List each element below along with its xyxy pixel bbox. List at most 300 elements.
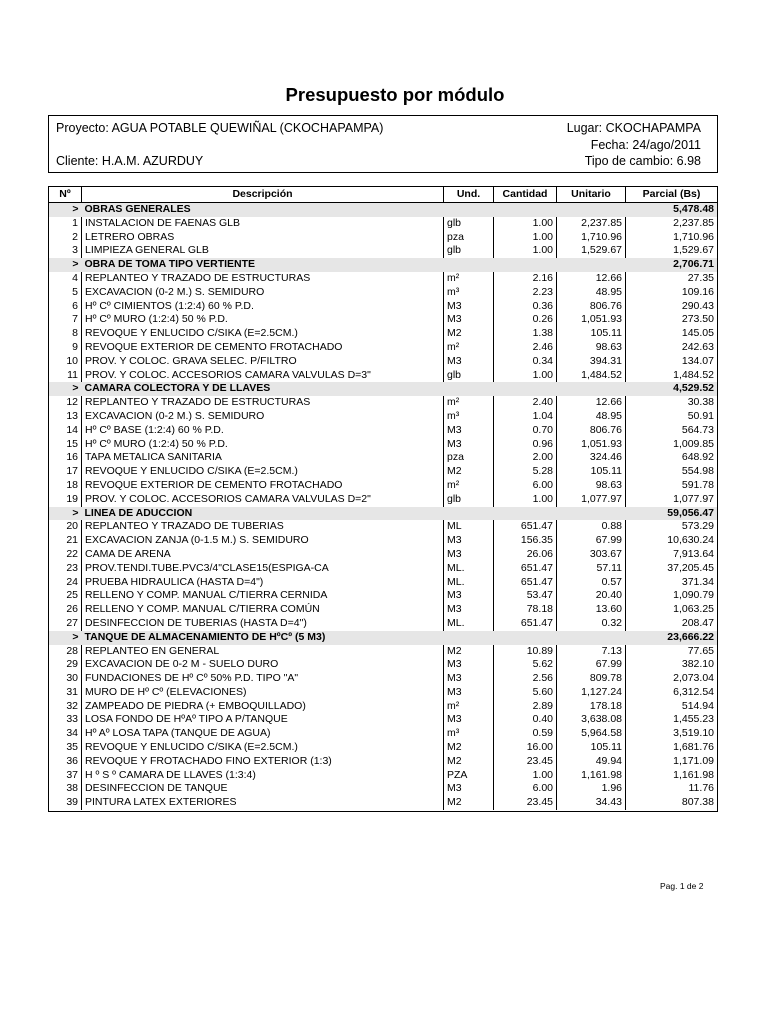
item-quantity: 5.62 xyxy=(494,658,557,672)
item-description: PRUEBA HIDRAULICA (HASTA D=4") xyxy=(82,576,444,590)
item-description: REVOQUE Y ENLUCIDO C/SIKA (E=2.5CM.) xyxy=(82,741,444,755)
item-number: 13 xyxy=(49,410,82,424)
item-quantity: 2.56 xyxy=(494,672,557,686)
table-header-row xyxy=(49,187,717,203)
item-quantity: 0.96 xyxy=(494,438,557,452)
item-description: EXCAVACION (0-2 M.) S. SEMIDURO xyxy=(82,286,444,300)
table-body xyxy=(49,203,717,811)
table-row xyxy=(49,576,717,590)
item-partial: 648.92 xyxy=(681,451,714,464)
item-description: REPLANTEO EN GENERAL xyxy=(82,645,444,659)
item-unit-price: 1,710.96 xyxy=(557,231,626,245)
item-quantity: 1.00 xyxy=(494,493,557,507)
item-unit: M3 xyxy=(444,713,494,727)
header-partial: Parcial (Bs) xyxy=(626,187,718,203)
item-number: 33 xyxy=(49,713,82,727)
table-row xyxy=(49,672,717,686)
table-row xyxy=(49,438,717,452)
table-row xyxy=(49,369,717,383)
header-unit: Und. xyxy=(444,187,494,203)
item-partial: 591.78 xyxy=(681,478,714,491)
module-row xyxy=(49,203,717,217)
table-row xyxy=(49,548,717,562)
item-unit-price: 48.95 xyxy=(557,286,626,300)
table-row xyxy=(49,755,717,769)
project-name: Proyecto: AGUA POTABLE QUEWIÑAL (CKOCHAPAMPA) xyxy=(56,121,384,135)
item-number: 36 xyxy=(49,755,82,769)
item-number: 34 xyxy=(49,727,82,741)
item-unit-price: 806.76 xyxy=(557,424,626,438)
item-partial: 1,063.25 xyxy=(673,603,714,616)
module-row xyxy=(49,258,717,272)
item-description: H º S º CAMARA DE LLAVES (1:3:4) xyxy=(82,769,444,783)
item-description: Hº Cº CIMIENTOS (1:2:4) 60 % P.D. xyxy=(82,300,444,314)
table-row xyxy=(49,479,717,493)
item-number: 17 xyxy=(49,465,82,479)
table-row xyxy=(49,244,717,258)
table-row xyxy=(49,327,717,341)
module-arrow: > xyxy=(49,631,82,645)
module-name: CAMARA COLECTORA Y DE LLAVES xyxy=(82,382,444,396)
item-unit: M3 xyxy=(444,355,494,369)
item-description: REPLANTEO Y TRAZADO DE TUBERIAS xyxy=(82,520,444,534)
table-row xyxy=(49,217,717,231)
item-unit: M3 xyxy=(444,424,494,438)
item-unit-price: 48.95 xyxy=(557,410,626,424)
item-description: Hº Cº BASE (1:2:4) 60 % P.D. xyxy=(82,424,444,438)
item-partial: 37,205.45 xyxy=(667,561,714,574)
item-unit: m² xyxy=(444,341,494,355)
item-number: 19 xyxy=(49,493,82,507)
item-description: LOSA FONDO DE HºAº TIPO A P/TANQUE xyxy=(82,713,444,727)
item-unit: glb xyxy=(444,493,494,507)
item-unit-price: 1.96 xyxy=(557,782,626,796)
item-description: EXCAVACION ZANJA (0-1.5 M.) S. SEMIDURO xyxy=(82,534,444,548)
item-unit: m³ xyxy=(444,727,494,741)
item-partial: 1,529.67 xyxy=(673,244,714,257)
item-unit-price: 1,051.93 xyxy=(557,438,626,452)
item-number: 32 xyxy=(49,700,82,714)
item-description: TAPA METALICA SANITARIA xyxy=(82,451,444,465)
item-partial: 514.94 xyxy=(681,699,714,712)
item-number: 26 xyxy=(49,603,82,617)
item-unit-price: 1,127.24 xyxy=(557,686,626,700)
item-description: PROV. Y COLOC. ACCESORIOS CAMARA VALVULAS D=3" xyxy=(82,369,444,383)
item-partial: 273.50 xyxy=(681,313,714,326)
item-number: 22 xyxy=(49,548,82,562)
item-description: RELLENO Y COMP. MANUAL C/TIERRA CERNIDA xyxy=(82,589,444,603)
item-partial: 290.43 xyxy=(681,299,714,312)
module-total: 2,706.71 xyxy=(626,258,718,272)
table-row xyxy=(49,562,717,576)
item-quantity: 10.89 xyxy=(494,645,557,659)
item-description: REPLANTEO Y TRAZADO DE ESTRUCTURAS xyxy=(82,272,444,286)
module-empty-cell xyxy=(444,203,494,217)
module-row xyxy=(49,382,717,396)
table-row xyxy=(49,272,717,286)
item-number: 5 xyxy=(49,286,82,300)
item-unit: M3 xyxy=(444,548,494,562)
module-empty-cell xyxy=(557,507,626,521)
item-partial: 1,161.98 xyxy=(673,768,714,781)
item-description: REVOQUE Y FROTACHADO FINO EXTERIOR (1:3) xyxy=(82,755,444,769)
item-quantity: 0.40 xyxy=(494,713,557,727)
item-description: PROV. Y COLOC. ACCESORIOS CAMARA VALVULAS D=2" xyxy=(82,493,444,507)
item-description: RELLENO Y COMP. MANUAL C/TIERRA COMÚN xyxy=(82,603,444,617)
item-unit: M3 xyxy=(444,672,494,686)
item-partial: 77.65 xyxy=(687,644,714,657)
module-empty-cell xyxy=(557,203,626,217)
item-number: 29 xyxy=(49,658,82,672)
item-quantity: 1.38 xyxy=(494,327,557,341)
item-number: 1 xyxy=(49,217,82,231)
module-empty-cell xyxy=(557,382,626,396)
table-row xyxy=(49,686,717,700)
table-row xyxy=(49,313,717,327)
header-quantity: Cantidad xyxy=(494,187,557,203)
item-unit-price: 1,161.98 xyxy=(557,769,626,783)
item-unit-price: 7.13 xyxy=(557,645,626,659)
item-number: 21 xyxy=(49,534,82,548)
item-partial: 1,484.52 xyxy=(673,368,714,381)
item-unit: ML. xyxy=(444,562,494,576)
project-date: Fecha: 24/ago/2011 xyxy=(590,138,701,152)
item-unit: M2 xyxy=(444,465,494,479)
module-arrow: > xyxy=(49,258,82,272)
item-quantity: 5.28 xyxy=(494,465,557,479)
module-row xyxy=(49,631,717,645)
item-unit-price: 809.78 xyxy=(557,672,626,686)
item-unit: m² xyxy=(444,396,494,410)
item-quantity: 2.16 xyxy=(494,272,557,286)
item-partial: 807.38 xyxy=(681,796,714,809)
table-row xyxy=(49,355,717,369)
item-number: 9 xyxy=(49,341,82,355)
item-number: 28 xyxy=(49,645,82,659)
module-empty-cell xyxy=(444,258,494,272)
item-number: 4 xyxy=(49,272,82,286)
item-unit: M3 xyxy=(444,603,494,617)
item-partial: 573.29 xyxy=(681,520,714,533)
item-quantity: 0.26 xyxy=(494,313,557,327)
item-unit-price: 806.76 xyxy=(557,300,626,314)
budget-table-box xyxy=(48,186,718,812)
item-unit-price: 13.60 xyxy=(557,603,626,617)
item-quantity: 1.00 xyxy=(494,217,557,231)
item-unit-price: 1,051.93 xyxy=(557,313,626,327)
item-number: 18 xyxy=(49,479,82,493)
page-title: Presupuesto por módulo xyxy=(285,84,505,105)
item-unit: M2 xyxy=(444,327,494,341)
module-empty-cell xyxy=(444,382,494,396)
item-partial: 564.73 xyxy=(681,423,714,436)
item-quantity: 0.36 xyxy=(494,300,557,314)
item-quantity: 6.00 xyxy=(494,479,557,493)
item-quantity: 1.04 xyxy=(494,410,557,424)
module-arrow: > xyxy=(49,203,82,217)
item-quantity: 1.00 xyxy=(494,369,557,383)
item-unit: M3 xyxy=(444,534,494,548)
item-unit: M3 xyxy=(444,782,494,796)
item-unit: M3 xyxy=(444,589,494,603)
item-number: 12 xyxy=(49,396,82,410)
table-row xyxy=(49,658,717,672)
item-partial: 554.98 xyxy=(681,465,714,478)
table-row xyxy=(49,769,717,783)
item-unit-price: 49.94 xyxy=(557,755,626,769)
item-partial: 1,077.97 xyxy=(673,492,714,505)
table-row xyxy=(49,700,717,714)
module-arrow: > xyxy=(49,507,82,521)
project-client: Cliente: H.A.M. AZURDUY xyxy=(56,154,204,168)
item-partial: 145.05 xyxy=(681,327,714,340)
item-quantity: 651.47 xyxy=(494,562,557,576)
item-quantity: 53.47 xyxy=(494,589,557,603)
item-description: REVOQUE Y ENLUCIDO C/SIKA (E=2.5CM.) xyxy=(82,465,444,479)
item-description: LETRERO OBRAS xyxy=(82,231,444,245)
item-quantity: 1.00 xyxy=(494,244,557,258)
module-empty-cell xyxy=(494,382,557,396)
item-partial: 1,710.96 xyxy=(673,230,714,243)
item-unit: ML. xyxy=(444,617,494,631)
item-unit-price: 3,638.08 xyxy=(557,713,626,727)
item-unit: ML. xyxy=(444,576,494,590)
item-number: 15 xyxy=(49,438,82,452)
item-unit-price: 0.88 xyxy=(557,520,626,534)
item-description: Hº Aº LOSA TAPA (TANQUE DE AGUA) xyxy=(82,727,444,741)
table-row xyxy=(49,727,717,741)
item-partial: 50.91 xyxy=(687,409,714,422)
item-unit-price: 0.32 xyxy=(557,617,626,631)
module-name: TANQUE DE ALMACENAMIENTO DE HºCº (5 M3) xyxy=(82,631,444,645)
table-row xyxy=(49,493,717,507)
item-unit-price: 105.11 xyxy=(557,327,626,341)
module-name: OBRAS GENERALES xyxy=(82,203,444,217)
module-empty-cell xyxy=(494,507,557,521)
table-row xyxy=(49,534,717,548)
item-unit-price: 57.11 xyxy=(557,562,626,576)
item-quantity: 2.40 xyxy=(494,396,557,410)
item-unit-price: 12.66 xyxy=(557,272,626,286)
item-quantity: 2.46 xyxy=(494,341,557,355)
item-quantity: 78.18 xyxy=(494,603,557,617)
item-unit: glb xyxy=(444,244,494,258)
item-partial: 3,519.10 xyxy=(673,727,714,740)
item-unit: pza xyxy=(444,231,494,245)
item-description: REVOQUE EXTERIOR DE CEMENTO FROTACHADO xyxy=(82,479,444,493)
item-number: 27 xyxy=(49,617,82,631)
item-number: 2 xyxy=(49,231,82,245)
table-row xyxy=(49,741,717,755)
item-quantity: 23.45 xyxy=(494,755,557,769)
item-description: DESINFECCION DE TUBERIAS (HASTA D=4") xyxy=(82,617,444,631)
item-description: Hº Cº MURO (1:2:4) 50 % P.D. xyxy=(82,313,444,327)
item-description: LIMPIEZA GENERAL GLB xyxy=(82,244,444,258)
item-unit: M3 xyxy=(444,438,494,452)
item-quantity: 651.47 xyxy=(494,576,557,590)
item-partial: 27.35 xyxy=(687,271,714,284)
item-number: 38 xyxy=(49,782,82,796)
item-partial: 7,913.64 xyxy=(673,547,714,560)
item-partial: 1,171.09 xyxy=(673,754,714,767)
table-row xyxy=(49,465,717,479)
table-row xyxy=(49,300,717,314)
item-unit-price: 67.99 xyxy=(557,658,626,672)
item-unit: M2 xyxy=(444,755,494,769)
item-unit: m² xyxy=(444,479,494,493)
module-empty-cell xyxy=(494,258,557,272)
item-quantity: 16.00 xyxy=(494,741,557,755)
item-quantity: 651.47 xyxy=(494,520,557,534)
module-empty-cell xyxy=(557,631,626,645)
table-row xyxy=(49,341,717,355)
page-number: Pag. 1 de 2 xyxy=(660,881,704,891)
item-description: EXCAVACION DE 0-2 M - SUELO DURO xyxy=(82,658,444,672)
item-unit-price: 394.31 xyxy=(557,355,626,369)
item-unit: glb xyxy=(444,217,494,231)
item-number: 11 xyxy=(49,369,82,383)
table-row xyxy=(49,617,717,631)
item-quantity: 2.00 xyxy=(494,451,557,465)
module-name: LINEA DE ADUCCION xyxy=(82,507,444,521)
table-row xyxy=(49,231,717,245)
item-quantity: 23.45 xyxy=(494,796,557,810)
item-partial: 10,630.24 xyxy=(667,534,714,547)
item-unit: M2 xyxy=(444,796,494,810)
item-unit: ML xyxy=(444,520,494,534)
item-partial: 109.16 xyxy=(681,285,714,298)
item-unit-price: 5,964.58 xyxy=(557,727,626,741)
item-description: CAMA DE ARENA xyxy=(82,548,444,562)
item-unit: m³ xyxy=(444,410,494,424)
item-number: 3 xyxy=(49,244,82,258)
table-row xyxy=(49,424,717,438)
module-empty-cell xyxy=(494,631,557,645)
item-description: REVOQUE Y ENLUCIDO C/SIKA (E=2.5CM.) xyxy=(82,327,444,341)
item-description: PINTURA LATEX EXTERIORES xyxy=(82,796,444,810)
header-num: Nº xyxy=(49,187,82,203)
item-partial: 382.10 xyxy=(681,658,714,671)
item-number: 24 xyxy=(49,576,82,590)
item-description: Hº Cº MURO (1:2:4) 50 % P.D. xyxy=(82,438,444,452)
project-info-box xyxy=(48,115,718,173)
item-number: 7 xyxy=(49,313,82,327)
item-number: 23 xyxy=(49,562,82,576)
table-row xyxy=(49,713,717,727)
item-unit-price: 34.43 xyxy=(557,796,626,810)
item-number: 20 xyxy=(49,520,82,534)
table-row xyxy=(49,796,717,810)
item-unit: M3 xyxy=(444,313,494,327)
item-unit-price: 303.67 xyxy=(557,548,626,562)
item-number: 14 xyxy=(49,424,82,438)
item-unit-price: 1,529.67 xyxy=(557,244,626,258)
item-unit: glb xyxy=(444,369,494,383)
item-description: PROV. Y COLOC. GRAVA SELEC. P/FILTRO xyxy=(82,355,444,369)
item-number: 8 xyxy=(49,327,82,341)
item-number: 6 xyxy=(49,300,82,314)
header-description: Descripción xyxy=(82,187,444,203)
item-description: DESINFECCION DE TANQUE xyxy=(82,782,444,796)
item-unit: m² xyxy=(444,272,494,286)
item-unit-price: 20.40 xyxy=(557,589,626,603)
item-quantity: 0.59 xyxy=(494,727,557,741)
item-unit: m² xyxy=(444,700,494,714)
item-unit-price: 1,077.97 xyxy=(557,493,626,507)
module-empty-cell xyxy=(444,507,494,521)
item-unit: PZA xyxy=(444,769,494,783)
module-empty-cell xyxy=(557,258,626,272)
item-partial: 1,455.23 xyxy=(673,713,714,726)
item-unit: M2 xyxy=(444,645,494,659)
item-unit-price: 178.18 xyxy=(557,700,626,714)
item-quantity: 0.34 xyxy=(494,355,557,369)
item-description: REVOQUE EXTERIOR DE CEMENTO FROTACHADO xyxy=(82,341,444,355)
item-partial: 1,681.76 xyxy=(673,741,714,754)
item-partial: 134.07 xyxy=(681,354,714,367)
item-number: 10 xyxy=(49,355,82,369)
item-partial: 208.47 xyxy=(681,616,714,629)
item-partial: 6,312.54 xyxy=(673,685,714,698)
item-number: 16 xyxy=(49,451,82,465)
item-unit-price: 324.46 xyxy=(557,451,626,465)
item-unit-price: 12.66 xyxy=(557,396,626,410)
item-partial: 242.63 xyxy=(681,340,714,353)
project-location: Lugar: CKOCHAPAMPA xyxy=(566,121,701,135)
module-empty-cell xyxy=(494,203,557,217)
item-partial: 371.34 xyxy=(681,575,714,588)
item-partial: 30.38 xyxy=(687,396,714,409)
table-row xyxy=(49,396,717,410)
budget-table xyxy=(49,187,717,810)
item-number: 35 xyxy=(49,741,82,755)
item-unit: M3 xyxy=(444,300,494,314)
item-unit-price: 2,237.85 xyxy=(557,217,626,231)
item-quantity: 0.70 xyxy=(494,424,557,438)
module-row xyxy=(49,507,717,521)
item-partial: 1,009.85 xyxy=(673,437,714,450)
item-partial: 2,073.04 xyxy=(673,672,714,685)
module-empty-cell xyxy=(444,631,494,645)
item-description: INSTALACION DE FAENAS GLB xyxy=(82,217,444,231)
item-quantity: 2.89 xyxy=(494,700,557,714)
table-row xyxy=(49,520,717,534)
item-unit: M2 xyxy=(444,741,494,755)
table-row xyxy=(49,603,717,617)
item-quantity: 156.35 xyxy=(494,534,557,548)
exchange-rate: Tipo de cambio: 6.98 xyxy=(584,154,701,168)
item-description: ZAMPEADO DE PIEDRA (+ EMBOQUILLADO) xyxy=(82,700,444,714)
item-number: 25 xyxy=(49,589,82,603)
item-quantity: 1.00 xyxy=(494,231,557,245)
module-arrow: > xyxy=(49,382,82,396)
item-unit-price: 105.11 xyxy=(557,741,626,755)
item-unit: pza xyxy=(444,451,494,465)
table-row xyxy=(49,589,717,603)
table-row xyxy=(49,286,717,300)
item-quantity: 5.60 xyxy=(494,686,557,700)
item-unit: M3 xyxy=(444,686,494,700)
item-unit: m³ xyxy=(444,286,494,300)
item-quantity: 26.06 xyxy=(494,548,557,562)
item-unit-price: 105.11 xyxy=(557,465,626,479)
item-description: REPLANTEO Y TRAZADO DE ESTRUCTURAS xyxy=(82,396,444,410)
item-partial: 11.76 xyxy=(688,782,714,795)
item-description: FUNDACIONES DE Hº Cº 50% P.D. TIPO "A" xyxy=(82,672,444,686)
item-unit: M3 xyxy=(444,658,494,672)
table-row xyxy=(49,782,717,796)
item-partial: 1,090.79 xyxy=(673,589,714,602)
